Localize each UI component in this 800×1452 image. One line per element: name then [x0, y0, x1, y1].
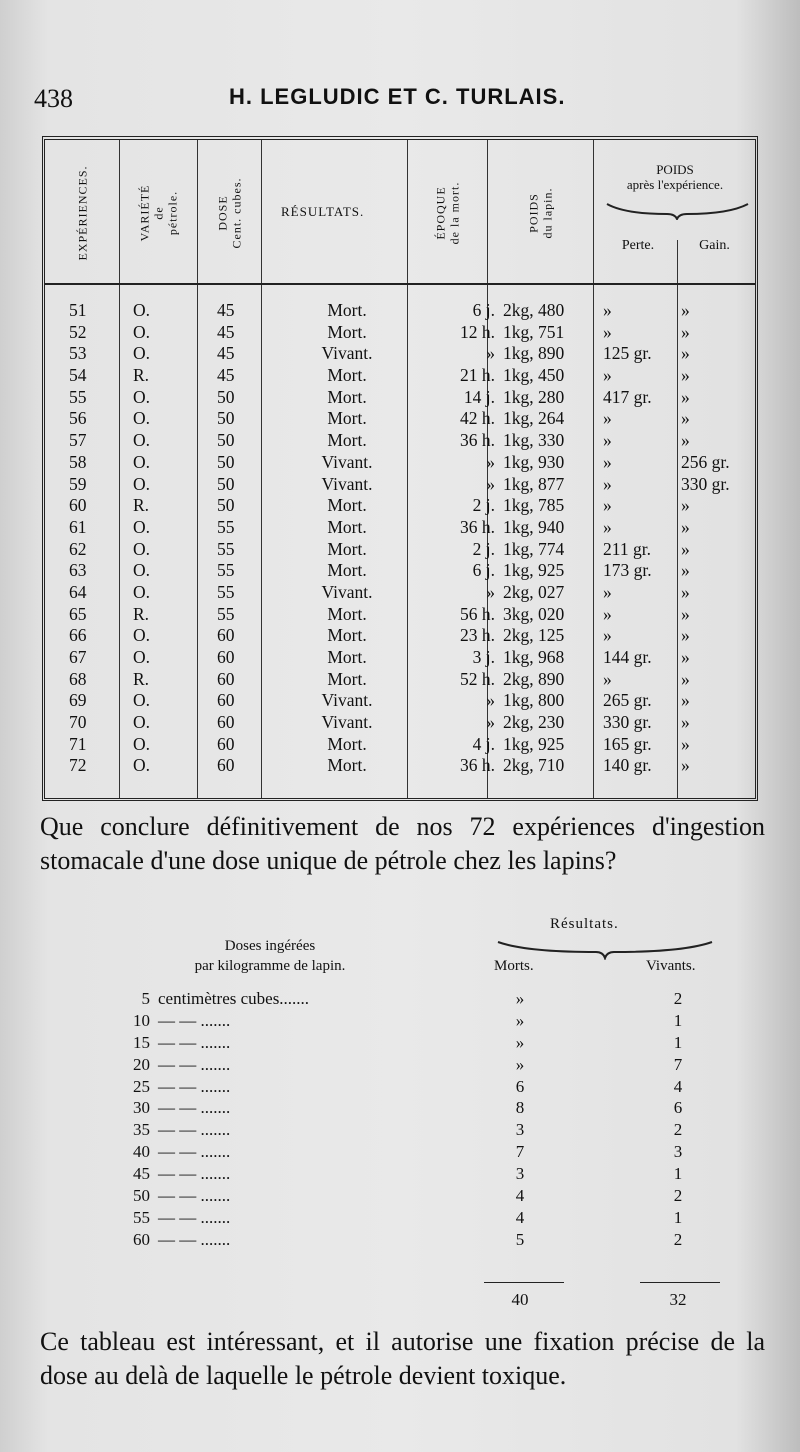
- summary-unit: — — .......: [158, 1032, 231, 1052]
- cell-dose: 50: [217, 408, 235, 429]
- cell-experience: 68: [69, 668, 87, 689]
- cell-dose: 50: [217, 495, 235, 516]
- cell-dose: 50: [217, 430, 235, 451]
- cell-variete: R.: [133, 603, 150, 624]
- cell-perte: »: [603, 430, 612, 451]
- cell-gain: »: [681, 603, 690, 624]
- summary-morts: 4: [515, 1186, 525, 1206]
- cell-epoque: 2 j.: [472, 538, 495, 559]
- cell-perte: 173 gr.: [603, 560, 652, 581]
- summary-dose: 10: [133, 1010, 150, 1030]
- cell-epoque: 56 h.: [460, 603, 495, 624]
- table-row: [45, 300, 755, 322]
- table-row: [45, 669, 755, 691]
- table-row: [45, 712, 755, 734]
- cell-experience: 61: [69, 516, 87, 537]
- summary-row: [0, 1119, 800, 1141]
- cell-resultat: Mort.: [327, 560, 367, 581]
- summary-row: [0, 1032, 800, 1054]
- cell-variete: O.: [133, 581, 151, 602]
- cell-perte: »: [603, 408, 612, 429]
- table-row: [45, 322, 755, 344]
- cell-poids: 1kg, 940: [503, 516, 565, 537]
- summary-unit: — — .......: [158, 1010, 231, 1030]
- cell-resultat: Vivant.: [321, 712, 373, 733]
- cell-poids: 1kg, 450: [503, 365, 565, 386]
- cell-resultat: Mort.: [327, 538, 367, 559]
- summary-morts: 3: [515, 1164, 525, 1184]
- cell-variete: O.: [133, 451, 151, 472]
- summary-morts: 3: [515, 1120, 525, 1140]
- cell-experience: 51: [69, 300, 87, 320]
- cell-gain: »: [681, 495, 690, 516]
- cell-experience: 56: [69, 408, 87, 429]
- summary-dose: 15: [133, 1032, 150, 1052]
- cell-experience: 59: [69, 473, 87, 494]
- table-row: [45, 755, 755, 777]
- summary-row: [0, 1141, 800, 1163]
- cell-experience: 64: [69, 581, 87, 602]
- summary-unit: — — .......: [158, 1186, 231, 1206]
- cell-variete: O.: [133, 538, 151, 559]
- summary-vivants: 7: [673, 1054, 683, 1074]
- cell-epoque: 6 j.: [472, 560, 495, 581]
- cell-poids: 1kg, 877: [503, 473, 565, 494]
- summary-row: [0, 1010, 800, 1032]
- table-row: [45, 539, 755, 561]
- summary-vivants: 1: [673, 1032, 683, 1052]
- cell-dose: 60: [217, 668, 235, 689]
- cell-resultat: Mort.: [327, 647, 367, 667]
- cell-poids: 1kg, 925: [503, 733, 565, 754]
- cell-perte: »: [603, 473, 612, 494]
- summary-dose: 35: [133, 1120, 150, 1140]
- cell-dose: 60: [217, 647, 235, 667]
- cell-poids: 1kg, 925: [503, 560, 565, 581]
- table-row: [45, 647, 755, 669]
- cell-poids: 1kg, 280: [503, 386, 565, 407]
- cell-variete: O.: [133, 733, 151, 754]
- cell-resultat: Mort.: [327, 603, 367, 624]
- summary-total-vivants: 32: [669, 1290, 687, 1309]
- summary-row: [0, 1076, 800, 1098]
- summary-total-morts: 40: [511, 1290, 529, 1309]
- summary-vivants: 2: [673, 1186, 683, 1206]
- brace-icon: [605, 202, 750, 220]
- cell-gain: »: [681, 365, 690, 386]
- cell-gain: »: [681, 647, 690, 667]
- cell-resultat: Vivant.: [321, 451, 373, 472]
- cell-poids: 1kg, 774: [503, 538, 565, 559]
- table-row: [45, 734, 755, 756]
- summary-unit: — — .......: [158, 1142, 231, 1162]
- header-divider: [45, 283, 755, 285]
- summary-row: [0, 1163, 800, 1185]
- cell-perte: »: [603, 365, 612, 386]
- cell-variete: O.: [133, 712, 151, 733]
- brace-icon: [496, 938, 714, 960]
- table-row: [45, 365, 755, 387]
- table-row: [45, 387, 755, 409]
- summary-table-body: [0, 988, 800, 1251]
- cell-epoque: 3 j.: [472, 647, 495, 667]
- cell-dose: 60: [217, 712, 235, 733]
- cell-variete: R.: [133, 365, 150, 386]
- cell-experience: 53: [69, 343, 87, 364]
- cell-gain: »: [681, 408, 690, 429]
- cell-epoque: 42 h.: [460, 408, 495, 429]
- header-dose-label: DOSE Cent. cubes.: [215, 177, 243, 249]
- cell-experience: 54: [69, 365, 87, 386]
- cell-variete: O.: [133, 321, 151, 342]
- cell-variete: O.: [133, 516, 151, 537]
- cell-perte: »: [603, 668, 612, 689]
- cell-variete: O.: [133, 300, 151, 320]
- cell-epoque: 36 h.: [460, 516, 495, 537]
- cell-variete: O.: [133, 430, 151, 451]
- cell-experience: 58: [69, 451, 87, 472]
- summary-unit: — — .......: [158, 1207, 231, 1227]
- cell-dose: 55: [217, 560, 235, 581]
- cell-resultat: Mort.: [327, 733, 367, 754]
- cell-dose: 45: [217, 321, 235, 342]
- cell-epoque: »: [486, 451, 495, 472]
- cell-resultat: Mort.: [327, 755, 367, 776]
- cell-perte: 140 gr.: [603, 755, 652, 776]
- summary-dose: 50: [133, 1186, 150, 1206]
- cell-perte: 144 gr.: [603, 647, 652, 667]
- cell-poids: 1kg, 968: [503, 647, 565, 667]
- table-row: [45, 430, 755, 452]
- cell-gain: »: [681, 300, 690, 320]
- summary-morts-label: Morts.: [494, 958, 534, 974]
- cell-variete: R.: [133, 668, 150, 689]
- cell-poids: 2kg, 480: [503, 300, 565, 320]
- table-row: [45, 560, 755, 582]
- cell-poids: 3kg, 020: [503, 603, 565, 624]
- cell-dose: 45: [217, 365, 235, 386]
- cell-gain: »: [681, 625, 690, 646]
- summary-resultats-label: Résultats.: [550, 916, 619, 932]
- cell-poids: 2kg, 125: [503, 625, 565, 646]
- cell-poids: 2kg, 027: [503, 581, 565, 602]
- summary-unit: — — .......: [158, 1229, 231, 1249]
- table-row: [45, 452, 755, 474]
- running-head: [34, 82, 774, 116]
- cell-perte: »: [603, 495, 612, 516]
- header-poids-apres-sub: après l'expérience.: [626, 177, 724, 192]
- cell-gain: »: [681, 430, 690, 451]
- cell-resultat: Vivant.: [321, 690, 373, 711]
- cell-gain: »: [681, 733, 690, 754]
- table-row: [45, 582, 755, 604]
- summary-morts: 6: [515, 1076, 525, 1096]
- summary-morts: 8: [515, 1098, 525, 1118]
- cell-experience: 71: [69, 733, 87, 754]
- summary-unit: — — .......: [158, 1164, 231, 1184]
- page-number: 438: [34, 84, 73, 113]
- cell-perte: 165 gr.: [603, 733, 652, 754]
- summary-vivants-label: Vivants.: [646, 958, 696, 974]
- cell-experience: 62: [69, 538, 87, 559]
- summary-vivants: 2: [673, 1120, 683, 1140]
- cell-experience: 57: [69, 430, 87, 451]
- cell-resultat: Mort.: [327, 408, 367, 429]
- cell-resultat: Vivant.: [321, 343, 373, 364]
- cell-poids: 2kg, 890: [503, 668, 565, 689]
- cell-variete: O.: [133, 473, 151, 494]
- summary-vivants: 1: [673, 1010, 683, 1030]
- cell-resultat: Mort.: [327, 321, 367, 342]
- cell-experience: 66: [69, 625, 87, 646]
- cell-gain: 330 gr.: [681, 473, 730, 494]
- cell-perte: 417 gr.: [603, 386, 652, 407]
- header-variete-label: VARIÉTÉ de pétrole.: [137, 184, 179, 242]
- summary-morts: 4: [515, 1207, 525, 1227]
- cell-experience: 72: [69, 755, 87, 776]
- summary-morts: »: [515, 1054, 525, 1074]
- cell-epoque: 23 h.: [460, 625, 495, 646]
- cell-perte: 330 gr.: [603, 712, 652, 733]
- summary-vivants: 6: [673, 1098, 683, 1118]
- cell-experience: 69: [69, 690, 87, 711]
- cell-epoque: 52 h.: [460, 668, 495, 689]
- cell-gain: »: [681, 538, 690, 559]
- header-experiences-label: EXPÉRIENCES.: [75, 165, 90, 261]
- cell-experience: 70: [69, 712, 87, 733]
- summary-row: [0, 1097, 800, 1119]
- cell-resultat: Mort.: [327, 386, 367, 407]
- cell-resultat: Mort.: [327, 300, 367, 320]
- header-variete: [119, 144, 197, 282]
- cell-resultat: Mort.: [327, 495, 367, 516]
- table-row: [45, 625, 755, 647]
- summary-dose-header-text: Doses ingérées par kilogramme de lapin.: [194, 938, 346, 974]
- summary-morts: 7: [515, 1142, 525, 1162]
- summary-row: [0, 988, 800, 1010]
- table-body: [45, 300, 755, 777]
- cell-experience: 55: [69, 386, 87, 407]
- cell-resultat: Mort.: [327, 430, 367, 451]
- summary-dose: 30: [133, 1098, 150, 1118]
- summary-morts: »: [515, 1032, 525, 1052]
- header-title: H. LEGLUDIC ET C. TURLAIS.: [229, 84, 566, 109]
- cell-perte: »: [603, 625, 612, 646]
- cell-dose: 55: [217, 603, 235, 624]
- header-experiences: [45, 144, 119, 282]
- cell-resultat: Mort.: [327, 365, 367, 386]
- paragraph-conclusion: Ce tableau est intéressant, et il autorise une fixation précise de la dose au delà de laquelle le pétrole devient toxique.: [40, 1327, 765, 1390]
- summary-unit: — — .......: [158, 1098, 231, 1118]
- cell-gain: »: [681, 516, 690, 537]
- cell-perte: »: [603, 321, 612, 342]
- table-row: [45, 690, 755, 712]
- cell-gain: »: [681, 755, 690, 776]
- summary-row: [0, 1207, 800, 1229]
- header-resultats: RÉSULTATS.: [281, 204, 365, 219]
- header-poids-lapin-label: POIDS du lapin.: [526, 187, 554, 239]
- cell-resultat: Mort.: [327, 625, 367, 646]
- cell-epoque: 14 j.: [463, 386, 495, 407]
- summary-vivants: 1: [673, 1164, 683, 1184]
- cell-gain: »: [681, 690, 690, 711]
- cell-epoque: 36 h.: [460, 755, 495, 776]
- cell-dose: 60: [217, 733, 235, 754]
- cell-epoque: 2 j.: [472, 495, 495, 516]
- cell-experience: 60: [69, 495, 87, 516]
- paragraph-question: Que conclure définitivement de nos 72 expériences d'ingestion stomacale d'une dose unique de pétrole chez les lapins?: [40, 812, 765, 875]
- header-perte: Perte.: [621, 238, 655, 253]
- cell-experience: 63: [69, 560, 87, 581]
- cell-gain: »: [681, 321, 690, 342]
- total-rule: [640, 1282, 720, 1283]
- cell-epoque: 4 j.: [472, 733, 495, 754]
- summary-dose-header: [160, 936, 380, 976]
- cell-variete: O.: [133, 690, 151, 711]
- summary-dose: 5: [141, 989, 150, 1008]
- cell-perte: 125 gr.: [603, 343, 652, 364]
- summary-morts: 5: [515, 1229, 525, 1249]
- cell-gain: »: [681, 343, 690, 364]
- cell-gain: 256 gr.: [681, 451, 730, 472]
- cell-dose: 45: [217, 343, 235, 364]
- cell-perte: 211 gr.: [603, 538, 651, 559]
- cell-dose: 60: [217, 690, 235, 711]
- summary-unit: — — .......: [158, 1054, 231, 1074]
- cell-gain: »: [681, 712, 690, 733]
- cell-variete: O.: [133, 560, 151, 581]
- summary-morts: »: [515, 1010, 525, 1030]
- summary-row: [0, 1185, 800, 1207]
- cell-experience: 65: [69, 603, 87, 624]
- cell-epoque: »: [486, 712, 495, 733]
- header-poids-apres-label: POIDS: [656, 162, 694, 177]
- cell-resultat: Mort.: [327, 516, 367, 537]
- summary-dose: 25: [133, 1076, 150, 1096]
- cell-poids: 1kg, 751: [503, 321, 565, 342]
- cell-experience: 52: [69, 321, 87, 342]
- cell-perte: »: [603, 300, 612, 320]
- cell-variete: O.: [133, 343, 151, 364]
- cell-poids: 1kg, 930: [503, 451, 565, 472]
- cell-dose: 55: [217, 581, 235, 602]
- cell-epoque: »: [486, 473, 495, 494]
- cell-dose: 50: [217, 451, 235, 472]
- summary-vivants: 4: [673, 1076, 683, 1096]
- header-epoque: [407, 144, 487, 282]
- header-poids-apres: [595, 162, 755, 192]
- summary-row: [0, 1054, 800, 1076]
- summary-vivants: 3: [673, 1142, 683, 1162]
- cell-perte: »: [603, 516, 612, 537]
- cell-dose: 45: [217, 300, 235, 320]
- cell-epoque: 12 h.: [460, 321, 495, 342]
- cell-perte: »: [603, 581, 612, 602]
- table-row: [45, 517, 755, 539]
- cell-resultat: Vivant.: [321, 473, 373, 494]
- cell-variete: O.: [133, 408, 151, 429]
- cell-epoque: »: [486, 690, 495, 711]
- cell-experience: 67: [69, 647, 87, 667]
- cell-resultat: Vivant.: [321, 581, 373, 602]
- table-row: [45, 343, 755, 365]
- cell-variete: O.: [133, 755, 151, 776]
- table-row: [45, 604, 755, 626]
- summary-dose: 20: [133, 1054, 150, 1074]
- cell-poids: 1kg, 890: [503, 343, 565, 364]
- header-dose: [197, 144, 261, 282]
- cell-gain: »: [681, 668, 690, 689]
- summary-unit: centimètres cubes.......: [158, 989, 310, 1008]
- header-gain: Gain.: [699, 238, 730, 253]
- cell-epoque: 21 h.: [460, 365, 495, 386]
- cell-variete: O.: [133, 647, 151, 667]
- summary-dose: 45: [133, 1164, 150, 1184]
- cell-perte: 265 gr.: [603, 690, 652, 711]
- cell-dose: 60: [217, 625, 235, 646]
- cell-dose: 55: [217, 516, 235, 537]
- cell-gain: »: [681, 386, 690, 407]
- cell-poids: 2kg, 230: [503, 712, 565, 733]
- cell-dose: 50: [217, 386, 235, 407]
- cell-epoque: 36 h.: [460, 430, 495, 451]
- cell-variete: R.: [133, 495, 150, 516]
- summary-dose: 60: [133, 1229, 150, 1249]
- cell-poids: 2kg, 710: [503, 755, 565, 776]
- cell-poids: 1kg, 330: [503, 430, 565, 451]
- cell-poids: 1kg, 800: [503, 690, 565, 711]
- cell-dose: 50: [217, 473, 235, 494]
- summary-unit: — — .......: [158, 1120, 231, 1140]
- header-poids-lapin: [487, 144, 593, 282]
- cell-gain: »: [681, 560, 690, 581]
- cell-gain: »: [681, 581, 690, 602]
- summary-dose: 40: [133, 1142, 150, 1162]
- summary-vivants: 2: [673, 989, 683, 1008]
- summary-morts: »: [515, 989, 525, 1008]
- summary-dose: 55: [133, 1207, 150, 1227]
- table-row: [45, 495, 755, 517]
- cell-dose: 55: [217, 538, 235, 559]
- table-row: [45, 474, 755, 496]
- summary-row: [0, 1229, 800, 1251]
- cell-poids: 1kg, 264: [503, 408, 565, 429]
- cell-epoque: »: [486, 581, 495, 602]
- summary-vivants: 1: [673, 1207, 683, 1227]
- cell-epoque: 6 j.: [472, 300, 495, 320]
- table-row: [45, 408, 755, 430]
- total-rule: [484, 1282, 564, 1283]
- summary-vivants: 2: [673, 1229, 683, 1249]
- cell-dose: 60: [217, 755, 235, 776]
- cell-resultat: Mort.: [327, 668, 367, 689]
- summary-unit: — — .......: [158, 1076, 231, 1096]
- cell-poids: 1kg, 785: [503, 495, 565, 516]
- cell-perte: »: [603, 451, 612, 472]
- cell-perte: »: [603, 603, 612, 624]
- cell-variete: O.: [133, 386, 151, 407]
- cell-epoque: »: [486, 343, 495, 364]
- cell-variete: O.: [133, 625, 151, 646]
- experiments-table: [42, 136, 758, 801]
- header-epoque-label: ÉPOQUE de la mort.: [433, 181, 461, 245]
